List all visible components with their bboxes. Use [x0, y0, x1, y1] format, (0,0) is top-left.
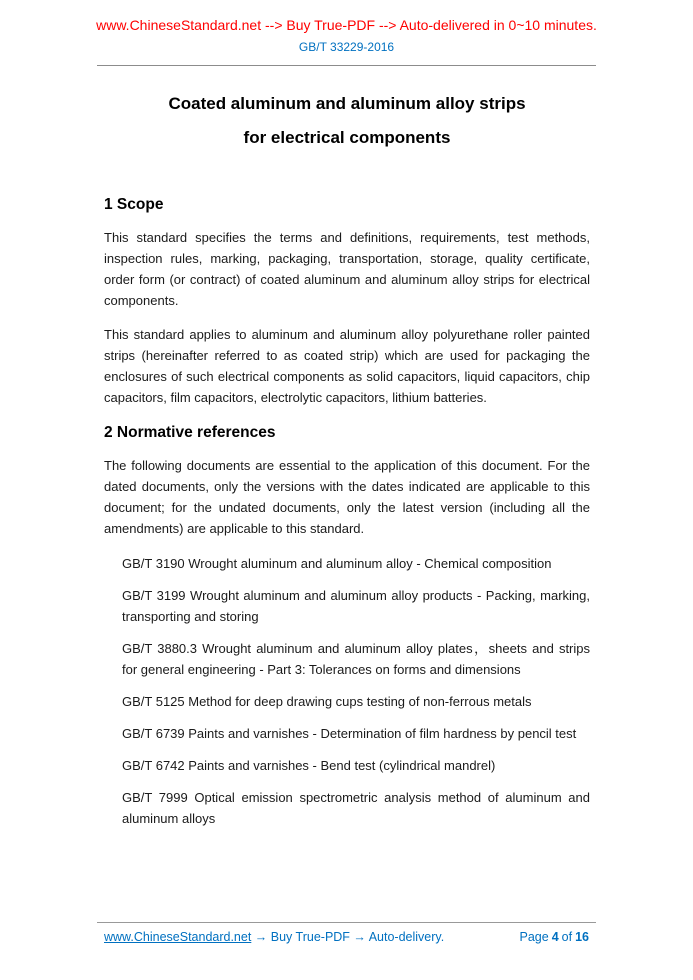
reference-item-gbt-7999: GB/T 7999 Optical emission spectrometric analysis method of aluminum and aluminum alloys — [122, 790, 590, 826]
title-line-2: for electrical components — [243, 128, 451, 147]
page-label: Page — [519, 930, 549, 944]
title-line-1: Coated aluminum and aluminum alloy strips — [168, 94, 526, 113]
scope-paragraph-1: This standard specifies the terms and definitions, requirements, test methods, inspection rules, marking, packaging, transportation, storage, quality certificate, order form (or contract) of coated aluminum and aluminum alloy strips for electrical components. — [104, 230, 590, 308]
reference-item-gbt-6742: GB/T 6742 Paints and varnishes - Bend test (cylindrical mandrel) — [122, 758, 496, 773]
footer-divider — [97, 922, 596, 923]
reference-item-gbt-3190: GB/T 3190 Wrought aluminum and aluminum alloy - Chemical composition — [122, 556, 552, 571]
page-current: 4 — [551, 930, 559, 944]
section-heading-scope: 1 Scope — [104, 196, 164, 213]
footer-promo — [104, 930, 444, 944]
document-title — [104, 94, 590, 148]
reference-item-gbt-6739: GB/T 6739 Paints and varnishes - Determination of film hardness by pencil test — [122, 726, 577, 741]
promo-banner: www.ChineseStandard.net --> Buy True-PDF --> Auto-delivered in 0~10 minutes. — [96, 17, 597, 33]
scope-paragraph-2: This standard applies to aluminum and aluminum alloy polyurethane roller painted strips (hereinafter referred to as coated strip) which are used for packaging the enclosures of such electrical components as solid capacitors, liquid capacitors, chip capacitors, film capacitors, electrolytic capacitors, lithium batteries. — [104, 327, 590, 405]
section-heading-normative-references: 2 Normative references — [104, 424, 276, 441]
page-total: 16 — [575, 930, 589, 944]
reference-item-gbt-3199: GB/T 3199 Wrought aluminum and aluminum alloy products - Packing, marking, transporting and storing — [122, 588, 590, 624]
reference-item-gbt-5125: GB/T 5125 Method for deep drawing cups testing of non-ferrous metals — [122, 694, 532, 709]
standard-number: GB/T 33229-2016 — [298, 40, 395, 54]
page-indicator — [517, 930, 590, 944]
page-of-label: of — [561, 930, 573, 944]
reference-item-gbt-3880-3: GB/T 3880.3 Wrought aluminum and aluminum alloy plates，sheets and strips for general engineering - Part 3: Tolerances on forms and dimensions — [122, 641, 591, 677]
reference-list — [122, 553, 590, 829]
footer-promo-text: → Buy True-PDF → Auto-delivery. — [251, 930, 445, 944]
document-body — [0, 94, 693, 829]
header-divider — [97, 65, 596, 66]
normative-intro-paragraph: The following documents are essential to the application of this document. For the dated documents, only the versions with the dates indicated are applicable to this document; for the undated documents, only the latest version (including all the amendments) are applicable to this standard. — [104, 458, 590, 536]
footer-website-link[interactable]: www.ChineseStandard.net — [104, 930, 252, 944]
page-footer — [97, 922, 596, 944]
